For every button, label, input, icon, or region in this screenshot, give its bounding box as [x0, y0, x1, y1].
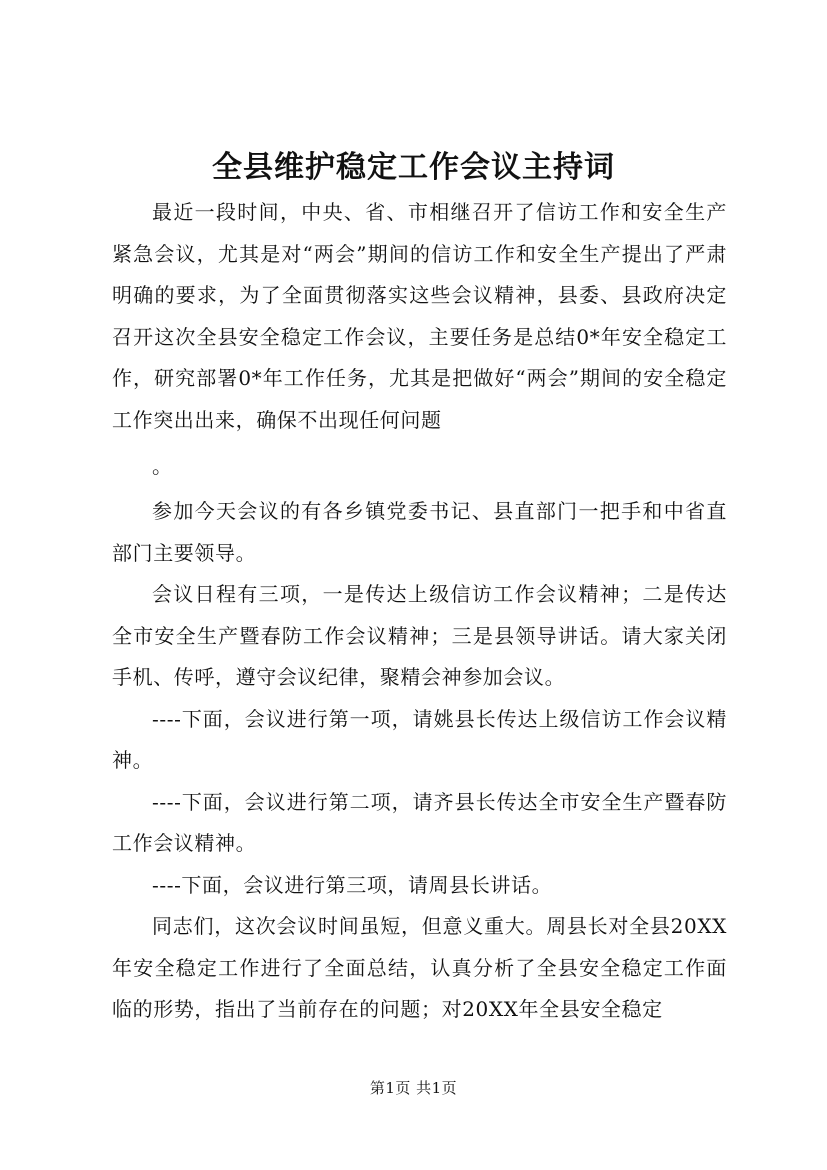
paragraph-closing: 同志们，这次会议时间虽短，但意义重大。周县长对全县20XX年安全稳定工作进行了全面总结，认真分析了全县安全稳定工作面临的形势，指出了当前存在的问题；对20XX年全县安全稳定 — [112, 914, 727, 1021]
paragraph-item-two: ----下面，会议进行第二项，请齐县长传达全市安全生产暨春防工作会议精神。 — [112, 789, 727, 855]
paragraph-intro: 最近一段时间，中央、省、市相继召开了信访工作和安全生产紧急会议，尤其是对“两会”期间的信访工作和安全生产提出了严肃明确的要求，为了全面贯彻落实这些会议精神，县委、县政府决定召开这次全县安全稳定工作会议，主要任务是总结0*年安全稳定工作，研究部署0*年工作任务，尤其是把做好“两会”期间的安全稳定工作突出出来，确保不出现任何问题 — [112, 200, 727, 432]
page-footer: 第1页 共1页 — [369, 1079, 458, 1097]
document-body — [112, 192, 727, 1031]
document-title: 全县维护稳定工作会议主持词 — [212, 150, 615, 185]
paragraph-agenda: 会议日程有三项，一是传达上级信访工作会议精神；二是传达全市安全生产暨春防工作会议精神；三是县领导讲话。请大家关闭手机、传呼，遵守会议纪律，聚精会神参加会议。 — [112, 582, 727, 689]
paragraph-attendees: 参加今天会议的有各乡镇党委书记、县直部门一把手和中省直部门主要领导。 — [112, 499, 727, 565]
paragraph-item-three: ----下面，会议进行第三项，请周县长讲话。 — [152, 872, 553, 897]
paragraph-item-one: ----下面，会议进行第一项，请姚县长传达上级信访工作会议精神。 — [112, 706, 727, 772]
paragraph-period: 。 — [152, 454, 173, 478]
